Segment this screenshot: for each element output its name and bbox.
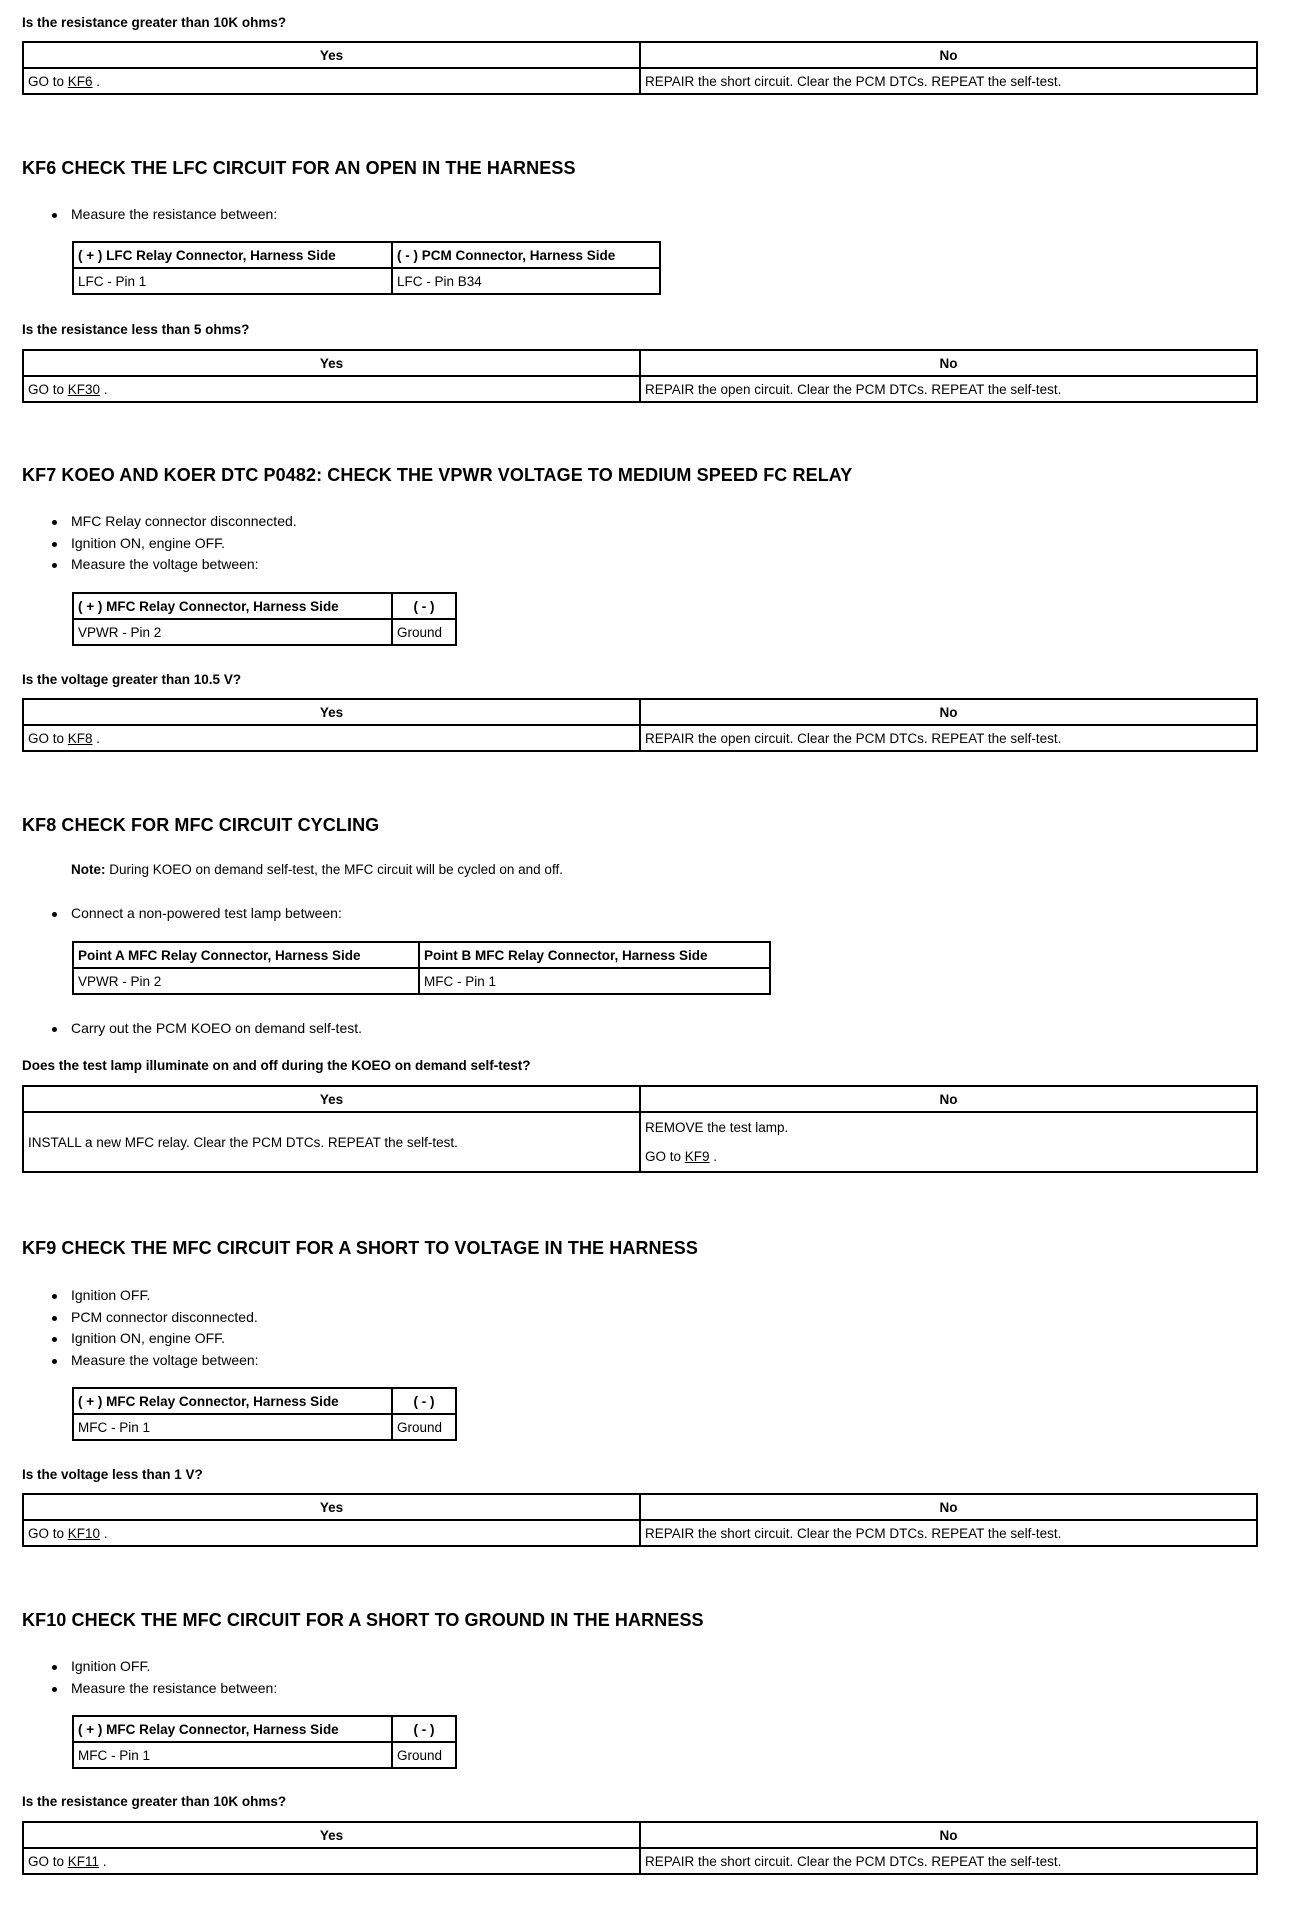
link-kf9[interactable]: KF9 — [684, 1149, 710, 1164]
yes-suffix: . — [100, 381, 108, 397]
yes-suffix: . — [92, 73, 101, 89]
question-kf10: Is the resistance greater than 10K ohms? — [22, 1794, 287, 1809]
heading-kf9: KF9 CHECK THE MFC CIRCUIT FOR A SHORT TO VOLTAGE IN THE HARNESS — [22, 1238, 698, 1258]
yes-no-table-top — [22, 41, 1258, 95]
meas-header-2: Point B MFC Relay Connector, Harness Side — [419, 942, 770, 968]
yes-prefix: GO to — [28, 1853, 68, 1869]
link-kf6[interactable]: KF6 — [67, 73, 93, 89]
bullet-item: Measure the voltage between: — [52, 554, 297, 576]
no-suffix: . — [709, 1149, 718, 1164]
question-kf8: Does the test lamp illuminate on and off during the KOEO on demand self-test? — [22, 1058, 531, 1073]
measure-table-kf10 — [72, 1715, 457, 1769]
note-label: Note: — [71, 862, 106, 877]
bullet-item: Connect a non-powered test lamp between: — [52, 903, 342, 925]
no-prefix: GO to — [645, 1149, 685, 1164]
measure-table-kf6 — [72, 241, 661, 295]
kf8-bullets — [52, 903, 342, 925]
yes-suffix: . — [92, 730, 101, 746]
yes-header: Yes — [23, 350, 640, 376]
yes-header: Yes — [23, 42, 640, 68]
bullet-item: Measure the resistance between: — [52, 204, 277, 226]
yes-no-table-kf7 — [22, 698, 1258, 752]
bullet-item: Measure the voltage between: — [52, 1350, 259, 1372]
heading-kf10: KF10 CHECK THE MFC CIRCUIT FOR A SHORT TO GROUND IN THE HARNESS — [22, 1610, 704, 1630]
no-line-2 — [645, 1142, 1252, 1171]
no-header: No — [640, 350, 1257, 376]
meas-header-2: ( - ) — [392, 593, 456, 619]
yes-no-table-kf9 — [22, 1493, 1258, 1547]
heading-kf6: KF6 CHECK THE LFC CIRCUIT FOR AN OPEN IN THE HARNESS — [22, 158, 576, 178]
no-header: No — [640, 1822, 1257, 1848]
question-kf9: Is the voltage less than 1 V? — [22, 1467, 203, 1482]
meas-value-1: LFC - Pin 1 — [73, 268, 392, 294]
yes-header: Yes — [23, 699, 640, 725]
no-header: No — [640, 699, 1257, 725]
bullet-item: MFC Relay connector disconnected. — [52, 511, 297, 533]
meas-header-1: Point A MFC Relay Connector, Harness Side — [73, 942, 419, 968]
yes-no-table-kf10 — [22, 1821, 1258, 1875]
note-text: During KOEO on demand self-test, the MFC circuit will be cycled on and off. — [105, 862, 563, 877]
no-cell: REPAIR the short circuit. Clear the PCM DTCs. REPEAT the self-test. — [640, 1848, 1257, 1874]
no-cell: REPAIR the open circuit. Clear the PCM DTCs. REPEAT the self-test. — [640, 376, 1257, 402]
bullet-item: Ignition OFF. — [52, 1285, 259, 1307]
meas-header-1: ( + ) MFC Relay Connector, Harness Side — [73, 1716, 392, 1742]
yes-cell — [23, 1520, 640, 1546]
yes-cell — [23, 725, 640, 751]
kf8-bullets-after — [52, 1018, 362, 1040]
no-cell — [640, 1112, 1257, 1172]
yes-cell — [23, 68, 640, 94]
link-kf10[interactable]: KF10 — [67, 1525, 101, 1541]
measure-table-kf9 — [72, 1387, 457, 1441]
meas-value-1: MFC - Pin 1 — [73, 1742, 392, 1768]
meas-value-1: VPWR - Pin 2 — [73, 968, 419, 994]
meas-header-2: ( - ) — [392, 1388, 456, 1414]
yes-suffix: . — [100, 1525, 108, 1541]
meas-header-2: ( - ) — [392, 1716, 456, 1742]
no-cell: REPAIR the short circuit. Clear the PCM DTCs. REPEAT the self-test. — [640, 68, 1257, 94]
link-kf30[interactable]: KF30 — [67, 381, 101, 397]
bullet-item: Measure the resistance between: — [52, 1678, 277, 1700]
meas-value-1: VPWR - Pin 2 — [73, 619, 392, 645]
meas-header-1: ( + ) LFC Relay Connector, Harness Side — [73, 242, 392, 268]
no-header: No — [640, 1086, 1257, 1112]
meas-header-1: ( + ) MFC Relay Connector, Harness Side — [73, 593, 392, 619]
meas-header-1: ( + ) MFC Relay Connector, Harness Side — [73, 1388, 392, 1414]
bullet-item: Ignition ON, engine OFF. — [52, 1328, 259, 1350]
kf6-bullets — [52, 204, 277, 226]
kf9-bullets — [52, 1285, 259, 1372]
question-kf6: Is the resistance less than 5 ohms? — [22, 322, 250, 337]
meas-value-2: MFC - Pin 1 — [419, 968, 770, 994]
no-header: No — [640, 1494, 1257, 1520]
yes-header: Yes — [23, 1086, 640, 1112]
yes-no-table-kf8 — [22, 1085, 1258, 1173]
measure-table-kf8 — [72, 941, 771, 995]
yes-cell — [23, 376, 640, 402]
heading-kf8: KF8 CHECK FOR MFC CIRCUIT CYCLING — [22, 815, 380, 835]
no-cell: REPAIR the open circuit. Clear the PCM DTCs. REPEAT the self-test. — [640, 725, 1257, 751]
meas-value-2: Ground — [392, 1742, 456, 1768]
yes-suffix: . — [99, 1853, 107, 1869]
kf10-bullets — [52, 1656, 277, 1699]
meas-header-2: ( - ) PCM Connector, Harness Side — [392, 242, 660, 268]
meas-value-2: Ground — [392, 1414, 456, 1440]
link-kf8[interactable]: KF8 — [67, 730, 93, 746]
link-kf11[interactable]: KF11 — [67, 1853, 100, 1869]
no-header: No — [640, 42, 1257, 68]
bullet-item: Ignition ON, engine OFF. — [52, 533, 297, 555]
yes-cell: INSTALL a new MFC relay. Clear the PCM DTCs. REPEAT the self-test. — [23, 1112, 640, 1172]
meas-value-2: LFC - Pin B34 — [392, 268, 660, 294]
question-kf7: Is the voltage greater than 10.5 V? — [22, 672, 242, 687]
yes-prefix: GO to — [28, 730, 68, 746]
bullet-item: PCM connector disconnected. — [52, 1307, 259, 1329]
measure-table-kf7 — [72, 592, 457, 646]
yes-prefix: GO to — [28, 73, 68, 89]
heading-kf7: KF7 KOEO AND KOER DTC P0482: CHECK THE VPWR VOLTAGE TO MEDIUM SPEED FC RELAY — [22, 465, 853, 485]
kf7-bullets — [52, 511, 297, 576]
meas-value-1: MFC - Pin 1 — [73, 1414, 392, 1440]
bullet-item: Carry out the PCM KOEO on demand self-test. — [52, 1018, 362, 1040]
yes-prefix: GO to — [28, 1525, 68, 1541]
yes-cell — [23, 1848, 640, 1874]
no-line-1: REMOVE the test lamp. — [645, 1120, 789, 1135]
no-cell: REPAIR the short circuit. Clear the PCM DTCs. REPEAT the self-test. — [640, 1520, 1257, 1546]
note-kf8 — [71, 862, 563, 877]
yes-no-table-kf6 — [22, 349, 1258, 403]
meas-value-2: Ground — [392, 619, 456, 645]
question-top: Is the resistance greater than 10K ohms? — [22, 15, 287, 30]
yes-prefix: GO to — [28, 381, 68, 397]
bullet-item: Ignition OFF. — [52, 1656, 277, 1678]
yes-header: Yes — [23, 1822, 640, 1848]
yes-header: Yes — [23, 1494, 640, 1520]
